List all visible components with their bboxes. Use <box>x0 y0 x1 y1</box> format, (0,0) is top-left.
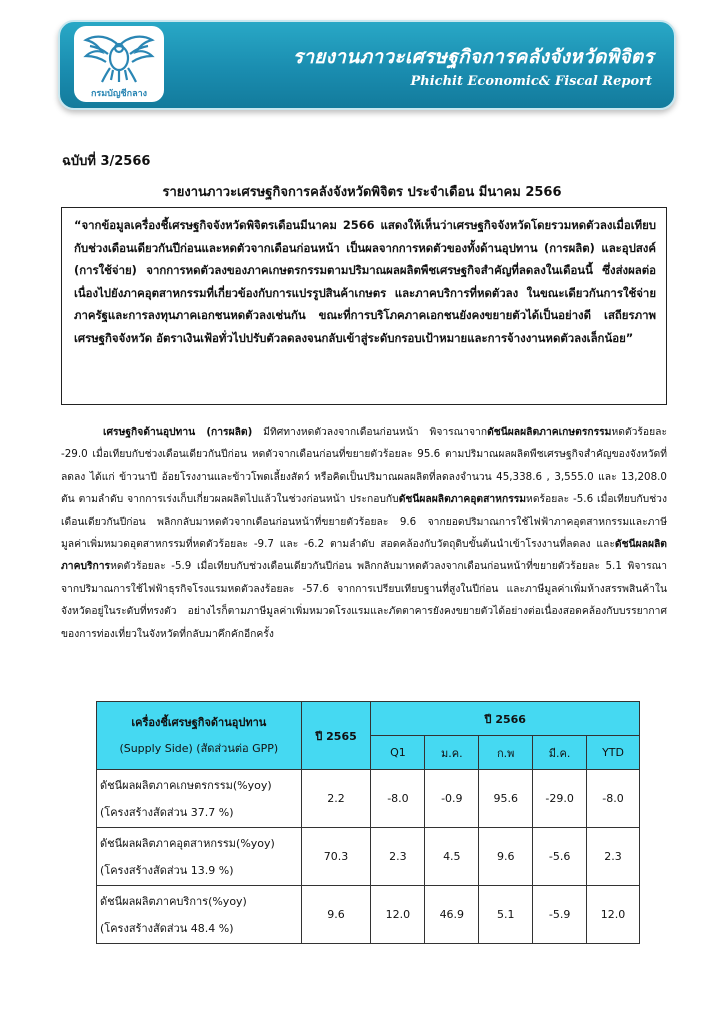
indicator-header-line1: เครื่องชี้เศรษฐกิจด้านอุปทาน <box>131 715 267 729</box>
col-q1: Q1 <box>371 736 425 770</box>
table-cell: -0.9 <box>425 770 479 828</box>
table-cell: -29.0 <box>533 770 587 828</box>
paragraph-bold-1: ดัชนีผลผลิตภาคเกษตรกรรม <box>487 426 612 438</box>
logo <box>74 26 164 102</box>
indicator-header <box>97 702 302 770</box>
table-cell: 9.6 <box>301 886 371 944</box>
report-title: รายงานภาวะเศรษฐกิจการคลังจังหวัดพิจิตร ประจำเดือน มีนาคม 2566 <box>162 185 562 200</box>
paragraph-bold-2: ดัชนีผลผลิตภาคอุตสาหกรรม <box>398 493 527 506</box>
year-2566-header: ปี 2566 <box>371 702 640 736</box>
garuda-logo-icon <box>80 28 158 100</box>
row-label <box>97 770 302 828</box>
table-row <box>97 770 640 828</box>
col-feb: ก.พ <box>479 736 533 770</box>
table-row <box>97 886 640 944</box>
row-name: ดัชนีผลผลิตภาคเกษตรกรรม(%yoy) <box>100 778 272 792</box>
table-cell: 12.0 <box>371 886 425 944</box>
summary-text: “จากข้อมูลเครื่องชี้เศรษฐกิจจังหวัดพิจิตรเดือนมีนาคม 2566 แสดงให้เห็นว่าเศรษฐกิจจังหวัดโดยรวมหดตัวลงเมื่อเทียบกับช่วงเดือนเดียวกันปีก่อนและหดตัวจากเดือนก่อนหน้า เป็นผลจากการหดตัวของทั้งด้านอุปทาน (การผลิต) และอุปสงค์ (การใช้จ่าย) จากการหดตัวลงของภาคเกษตรกรรมตามปริมาณผลผลิตพืชเศรษฐกิจสำคัญที่ลดลงในเดือนนี้ ซึ่งส่งผลต่อเนื่องไปยังภาคอุตสาหกรรมที่เกี่ยวข้องกับการแปรรูปสินค้าเกษตร และภาคบริการที่หดตัวลง ในขณะเดียวกันการใช้จ่ายภาครัฐและการลงทุนภาคเอกชนหดตัวลงเช่นกัน ขณะที่การบริโภคภาคเอกชนยังคงขยายตัวได้เป็นอย่างดี เสถียรภาพเศรษฐกิจจังหวัด อัตราเงินเฟ้อทั่วไปปรับตัวลดลงจนกลับเข้าสู่ระดับกรอบเป้าหมายและการจ้างงานหดตัวลงเล็กน้อย” <box>74 218 656 345</box>
row-name: ดัชนีผลผลิตภาคบริการ(%yoy) <box>100 894 247 908</box>
row-label <box>97 828 302 886</box>
paragraph-text-2: หดตัวร้อยละ -29.0 เมื่อเทียบกับช่วงเดือนเดียวกันปีก่อน หดตัวจากเดือนก่อนที่ขยายตัวร้อยละ 95.6 ตามปริมาณผลผลิตพืชเศรษฐกิจสำคัญของจังหวัดที่ลดลง ได้แก่ ข้าวนาปี อ้อยโรงงานและข้าวโพดเลี้ยงสัตว์ หรือคิดเป็นปริมาณผลผลิตที่ลดลงจำนวน 45,338.6 , 3,555.0 และ 13,208.0 ตัน ตามลำดับ จากการเร่งเก็บเกี่ยวผลผลิตไปแล้วในช่วงก่อนหน้า ประกอบกับ <box>61 426 667 506</box>
paragraph-lead: เศรษฐกิจด้านอุปทาน (การผลิต) <box>103 426 253 438</box>
col-ytd: YTD <box>587 736 640 770</box>
summary-box <box>61 207 667 405</box>
col-mar: มี.ค. <box>533 736 587 770</box>
table-cell: 70.3 <box>301 828 371 886</box>
supply-side-paragraph <box>61 421 667 645</box>
table-cell: 12.0 <box>587 886 640 944</box>
header-title: รายงานภาวะเศรษฐกิจการคลังจังหวัดพิจิตร <box>292 46 654 68</box>
table-cell: 2.3 <box>587 828 640 886</box>
table-cell: 95.6 <box>479 770 533 828</box>
table-cell: -8.0 <box>371 770 425 828</box>
supply-indicator-table <box>96 701 640 944</box>
row-label <box>97 886 302 944</box>
table-cell: 2.2 <box>301 770 371 828</box>
table-cell: 4.5 <box>425 828 479 886</box>
table-cell: 9.6 <box>479 828 533 886</box>
table-cell: -5.6 <box>533 828 587 886</box>
row-name: ดัชนีผลผลิตภาคอุตสาหกรรม(%yoy) <box>100 836 275 850</box>
indicator-header-line2: (Supply Side) (สัดส่วนต่อ GPP) <box>119 741 279 755</box>
svg-text:กรมบัญชีกลาง: กรมบัญชีกลาง <box>90 89 148 99</box>
row-share: (โครงสร้างสัดส่วน 13.9 %) <box>100 863 234 877</box>
header-subtitle: Phichit Economic& Fiscal Report <box>410 74 652 89</box>
issue-number: ฉบับที่ 3/2566 <box>62 154 151 169</box>
paragraph-text-1: มีทิศทางหดตัวลงจากเดือนก่อนหน้า พิจารณาจาก <box>252 426 488 438</box>
table-row <box>97 828 640 886</box>
row-share: (โครงสร้างสัดส่วน 37.7 %) <box>100 805 234 819</box>
paragraph-text-3: หดร้อยละ -5.6 เมื่อเทียบกับช่วงเดือนเดียวกันปีก่อน พลิกกลับมาหดตัวจากเดือนก่อนหน้าที่ขยายตัวร้อยละ 9.6 จากยอดปริมาณการใช้ไฟฟ้าภาคอุตสาหกรรมและภาษีมูลค่าเพิ่มหมวดอุตสาหกรรมที่หดตัวร้อยละ -9.7 และ -6.2 ตามลำดับ สอดคล้องกับวัตถุดิบขั้นต้นนำเข้าโรงงานที่ลดลง และ <box>61 493 667 551</box>
col-jan: ม.ค. <box>425 736 479 770</box>
table-cell: 2.3 <box>371 828 425 886</box>
table-cell: -5.9 <box>533 886 587 944</box>
paragraph-bold-3: ดัชนีผลผลิตภาคบริการ <box>61 538 667 573</box>
row-share: (โครงสร้างสัดส่วน 48.4 %) <box>100 921 234 935</box>
year-2565-header: ปี 2565 <box>301 702 371 770</box>
table-cell: 46.9 <box>425 886 479 944</box>
table-cell: -8.0 <box>587 770 640 828</box>
paragraph-text-4: หดตัวร้อยละ -5.9 เมื่อเทียบกับช่วงเดือนเดียวกันปีก่อน พลิกกลับมาหดตัวลงจากเดือนก่อนหน้าที่ขยายตัวร้อยละ 5.1 พิจารณาจากปริมาณการใช้ไฟฟ้าธุรกิจโรงแรมหดตัวลงร้อยละ -57.6 จากการเปรียบเทียบฐานที่สูงในปีก่อน และภาษีมูลค่าเพิ่มห้างสรรพสินค้าในจังหวัดอยู่ในระดับที่ทรงตัว อย่างไรก็ตามภาษีมูลค่าเพิ่มหมวดโรงแรมและภัตตาคารยังคงขยายตัวได้อย่างต่อเนื่องสอดคล้องกับบรรยากาศของการท่องเที่ยวในจังหวัดที่กลับมาคึกคักอีกครั้ง <box>61 560 667 640</box>
table-cell: 5.1 <box>479 886 533 944</box>
